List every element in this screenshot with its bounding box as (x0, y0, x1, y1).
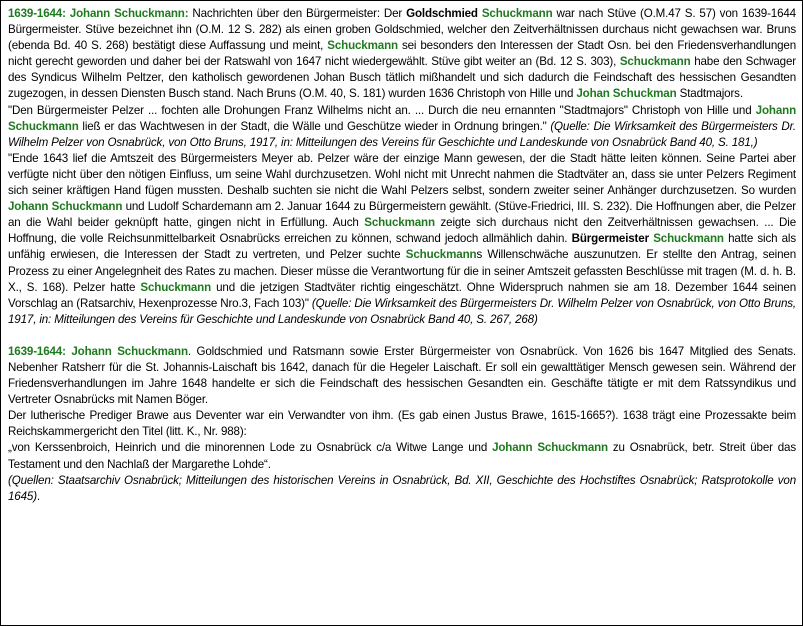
source-citation: (Quelle: Die Wirksamkeit des Bürgermeisters Dr. Wilhelm Pelzer von Osnabrück, von Otto Bruns, 1917, in: Mitteilungen des Vereins für Geschichte und Landeskunde von Osnabrück Band 40, S. 181,) (8, 119, 796, 149)
entry-1-paragraph-2 (8, 103, 796, 151)
entry-2-paragraph-4 (8, 473, 796, 505)
text-run: war nach Stüve (O.M.47 S. 57) von 1639-1644 Bürgermeister. Stüve bezeichnet ihn (O.M. 12 S. 282) als einen groben Goldschmied, welcher den Zeitverhältnissen durchaus nicht gewachsen war. Bruns (ebenda Bd. 40 S. 268) bestätigt diese Auffassung und meint, (8, 7, 796, 53)
document-content (1, 1, 802, 505)
highlight-name: Schuckmann (481, 7, 553, 20)
bold-term: Bürgermeister (571, 232, 649, 246)
entry-2 (8, 344, 796, 505)
text-run: ließ er das Wachtwesen in der Stadt, die Wälle und Geschütze wieder in Ordnung bringen." (78, 119, 551, 133)
entry-1-colon: : (184, 7, 189, 20)
text-run: "Ende 1643 lief die Amtszeit des Bürgermeisters Meyer ab. Pelzer wäre der einzige Mann gewesen, der die Stadt hätte leiten können. Seine Partei aber verfügte nicht über den nötigen Einfluss, um seine Wahl durchzusetzen. Wohl nicht mit Unrecht nahmen die Stadtväter an, dass sie unter Pelzers Regiment sich seiner kräftigen Hand fügen mussten. Deshalb suchten sie nicht die Wahl Pelzers selbst, sondern zweiter seiner Anhänger durchzusetzen. So wurden (8, 151, 796, 198)
entry-1-paragraph-1 (8, 6, 796, 103)
text-run: Der lutherische Prediger Brawe aus Deventer war ein Verwandter von ihm. (Es gab einen Justus Brawe, 1615-1665?). 1638 trägt eine Prozessakte beim Reichskammergericht den Titel (litt. K., Nr. 988): (8, 409, 796, 439)
text-run: hatte sich als unfähig erwiesen, die Interessen der Stadt zu vertreten, und Pelzer suchte (8, 232, 797, 262)
highlight-name: Schuckmann (653, 232, 724, 246)
entry-1-paragraph-3 (8, 151, 796, 328)
text-run: zeigte sich durchaus nicht den Zeitverhältnissen gewachsen. ... Die Hoffnung, die volle Reichsunmittelbarkeit Osnabrücks erreichen zu können, schwand jedoch allmählich dahin. (8, 216, 796, 246)
entry-2-paragraph-2 (8, 408, 796, 440)
text-run: und die jetzigen Stadtväter richtig eingeschätzt. Ohne Widerspruch nahmen sie am 18. Dezember 1644 seinen Vorschlag an (Ratsarchiv, Hexenprozesse Nro.3, Fach 103)" (8, 280, 796, 310)
entry-2-date: 1639-1644: (8, 344, 66, 358)
text-run: "Den Bürgermeister Pelzer ... fochten alle Drohungen Franz Wilhelms nicht an. ... Durch die neu ernannten "Stadtmajors" Christoph von Hille und (8, 103, 756, 117)
highlight-name: Johann Schuckmann (492, 441, 608, 455)
highlight-name: Schuckmann (619, 55, 691, 69)
entry-1-name: Johann Schuckmann (69, 7, 185, 20)
entry-2-name: Johann Schuckmann (71, 344, 188, 358)
text-run: zu Osnabrück, betr. Streit über das Testament und den Nachlaß der Margarethe Lohde“. (8, 441, 796, 471)
source-citation: (Quellen: Staatsarchiv Osnabrück; Mitteilungen des historischen Vereins in Osnabrück, Bd. XII, Geschichte des Hochstiftes Osnabrück; Ratsprotokolle von 1645) (8, 473, 796, 503)
highlight-name: Schuckmann (327, 39, 398, 53)
entry-separator (8, 328, 796, 344)
highlight-name: Johan Schuckman (576, 87, 677, 101)
text-run: sei besonders den Interessen der Stadt Osn. bei den Friedensverhandlungen nicht gerecht geworden und daher bei der Ratswahl von 1647 nicht wiedergewählt. Stüve gibt weiter an (Bd. 12 S. 303), (8, 39, 797, 69)
entry-2-paragraph-3 (8, 440, 796, 472)
entry-1-date: 1639-1644: (8, 7, 66, 20)
text-run: . (36, 489, 40, 503)
highlight-name: Schuckmann (405, 248, 477, 262)
text-run: . Goldschmied und Ratsmann sowie Erster Bürgermeister von Osnabrück. Von 1626 bis 1647 Mitglied des Senats. Nebenher Ratsherr für die St. Johannis-Laischaft bis 1642, danach für die Hegeler Laischaft. Er soll ein gewalttätiger Mensch gewesen sein. Während der Friedensverhandlungen im Jahre 1648 handelte er sich die Feindschaft des hessischen Gesandten ein. Geschäfte tätigte er mit dem Ratssyndikus und Vertreter Osnabrücks mit Namen Böger. (8, 344, 796, 407)
text-run: habe den Schwager des Syndicus Wilhelm Peltzer, den katholisch gewordenen Johan Busch tätlich mißhandelt und sich dadurch die Feindschaft des hessischen Gesandten zugezogen, in dessen Diensten Busch stand. Nach Bruns (O.M. 40, S. 181) wurden 1636 Christoph von Hille und (8, 55, 796, 101)
text-run: Stadtmajors. (676, 87, 743, 101)
entry-2-paragraph-1 (8, 344, 796, 408)
highlight-name: Schuckmann (364, 216, 435, 230)
entry-1-p1-body (8, 7, 796, 100)
text-run: s Willenschwäche auszunutzen. Er stellte den Antrag, seinen Prozess zu einer Angelegnheit des Rates zu machen. Dieser müsse die Verantwortung für die in seiner Amtszeit gefassten Beschlüsse mit tragen (M. d. h. B. X., S. 168). Pelzer hatte (8, 248, 796, 294)
text-run: Nachrichten über den Bürgermeister: Der (188, 7, 407, 20)
entry-1 (8, 6, 796, 328)
text-run: und Ludolf Schardemann am 2. Januar 1644 zu Bürgermeistern gewählt. (Stüve-Friedrici, III. S. 232). Die Hoffnungen aber, die Pelzer an die Wahl beider geknüpft hatte, gingen nicht in Erfüllung. Auch (8, 200, 796, 230)
highlight-name: Johann Schuckmann (8, 103, 796, 133)
source-citation: (Quelle: Die Wirksamkeit des Bürgermeisters Dr. Wilhelm Pelzer von Osnabrück, von Otto Bruns, 1917, in: Mitteilungen des Vereins für Geschichte und Landeskunde von Osnabrück Band 40, S. 267, 268) (8, 296, 796, 326)
text-run: „von Kerssenbroich, Heinrich und die minorennen Lode zu Osnabrück c/a Witwe Lange und (8, 441, 493, 455)
bold-term: Goldschmied (406, 7, 478, 20)
highlight-name: Schuckmann (140, 280, 212, 294)
highlight-name: Johann Schuckmann (8, 200, 123, 214)
